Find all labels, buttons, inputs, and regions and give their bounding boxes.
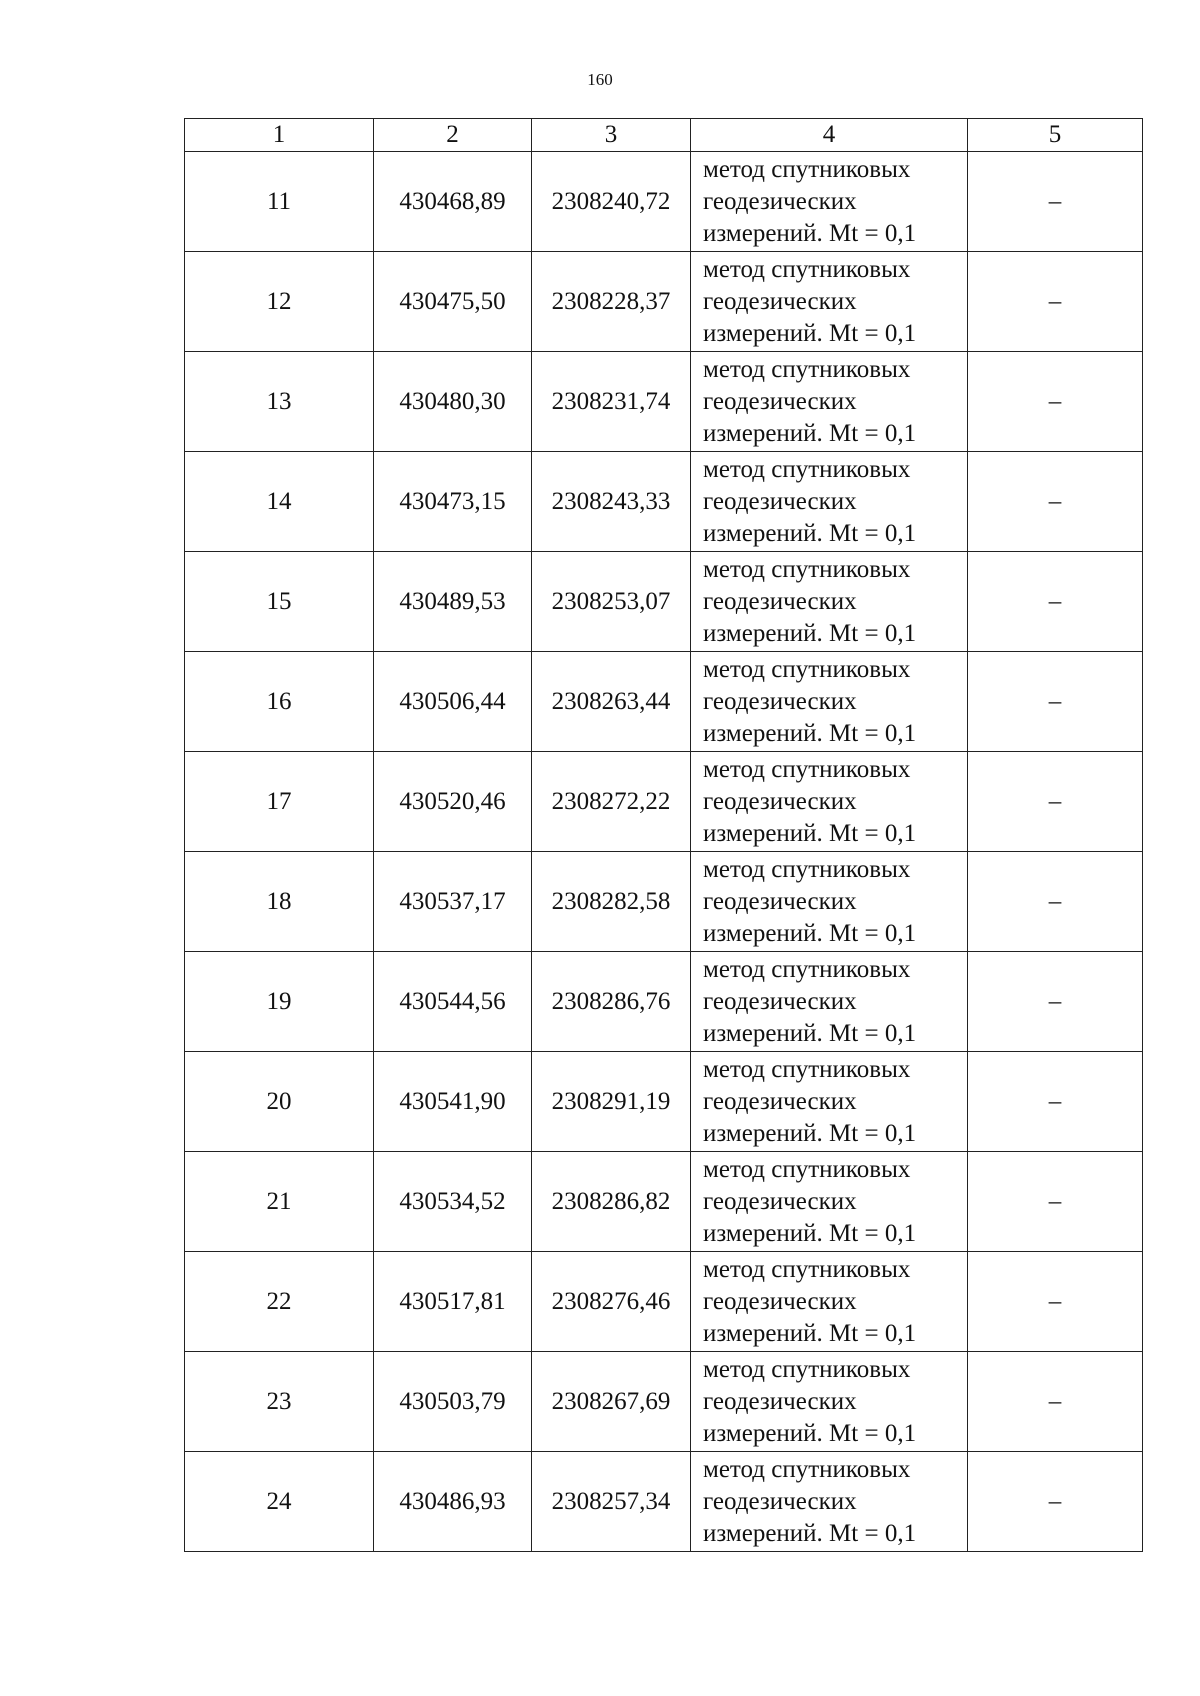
header-col-2: 2 (374, 119, 532, 152)
table-row (185, 952, 1143, 1052)
point-number-cell: 18 (185, 852, 374, 952)
x-coordinate-cell: 430520,46 (374, 752, 532, 852)
method-line: геодезических (703, 287, 857, 315)
note-cell: – (968, 852, 1143, 952)
table-row (185, 152, 1143, 252)
method-cell (691, 752, 968, 852)
y-coordinate-cell: 2308286,82 (532, 1152, 691, 1252)
point-number-cell: 15 (185, 552, 374, 652)
point-number-cell: 16 (185, 652, 374, 752)
x-coordinate-cell: 430517,81 (374, 1252, 532, 1352)
note-cell: – (968, 752, 1143, 852)
method-line: метод спутниковых (703, 955, 911, 983)
table-row (185, 1452, 1143, 1552)
method-line: метод спутниковых (703, 355, 911, 383)
method-line: измерений. Mt = 0,1 (703, 1019, 917, 1047)
table-row (185, 1252, 1143, 1352)
method-line: геодезических (703, 787, 857, 815)
note-cell: – (968, 152, 1143, 252)
header-col-1: 1 (185, 119, 374, 152)
method-cell (691, 952, 968, 1052)
point-number-cell: 21 (185, 1152, 374, 1252)
method-line: геодезических (703, 1487, 857, 1515)
x-coordinate-cell: 430537,17 (374, 852, 532, 952)
method-cell (691, 652, 968, 752)
method-line: измерений. Mt = 0,1 (703, 1119, 917, 1147)
method-cell (691, 452, 968, 552)
method-cell (691, 1052, 968, 1152)
page-number: 160 (587, 70, 613, 89)
method-line: измерений. Mt = 0,1 (703, 619, 917, 647)
method-line: геодезических (703, 1187, 857, 1215)
point-number-cell: 22 (185, 1252, 374, 1352)
method-line: измерений. Mt = 0,1 (703, 1319, 917, 1347)
note-cell: – (968, 452, 1143, 552)
note-cell: – (968, 352, 1143, 452)
note-cell: – (968, 1052, 1143, 1152)
note-cell: – (968, 1252, 1143, 1352)
note-cell: – (968, 252, 1143, 352)
y-coordinate-cell: 2308253,07 (532, 552, 691, 652)
y-coordinate-cell: 2308257,34 (532, 1452, 691, 1552)
method-line: измерений. Mt = 0,1 (703, 519, 917, 547)
x-coordinate-cell: 430506,44 (374, 652, 532, 752)
method-line: метод спутниковых (703, 655, 911, 683)
point-number-cell: 17 (185, 752, 374, 852)
method-line: метод спутниковых (703, 855, 911, 883)
y-coordinate-cell: 2308286,76 (532, 952, 691, 1052)
point-number-cell: 19 (185, 952, 374, 1052)
method-line: геодезических (703, 187, 857, 215)
method-line: метод спутниковых (703, 455, 911, 483)
table-row (185, 352, 1143, 452)
method-line: геодезических (703, 387, 857, 415)
method-line: геодезических (703, 487, 857, 515)
method-line: измерений. Mt = 0,1 (703, 319, 917, 347)
method-line: метод спутниковых (703, 255, 911, 283)
table-row (185, 752, 1143, 852)
table-row (185, 852, 1143, 952)
x-coordinate-cell: 430475,50 (374, 252, 532, 352)
header-col-5: 5 (968, 119, 1143, 152)
table-row (185, 652, 1143, 752)
table-row (185, 1352, 1143, 1452)
method-cell (691, 1152, 968, 1252)
y-coordinate-cell: 2308228,37 (532, 252, 691, 352)
table-row (185, 452, 1143, 552)
header-col-3: 3 (532, 119, 691, 152)
method-cell (691, 352, 968, 452)
table-body (185, 152, 1143, 1552)
x-coordinate-cell: 430480,30 (374, 352, 532, 452)
method-line: измерений. Mt = 0,1 (703, 1219, 917, 1247)
point-number-cell: 23 (185, 1352, 374, 1452)
coordinates-table (184, 118, 1143, 1552)
method-line: геодезических (703, 887, 857, 915)
method-cell (691, 252, 968, 352)
method-cell (691, 852, 968, 952)
method-line: измерений. Mt = 0,1 (703, 1419, 917, 1447)
x-coordinate-cell: 430489,53 (374, 552, 532, 652)
note-cell: – (968, 1352, 1143, 1452)
note-cell: – (968, 952, 1143, 1052)
method-line: измерений. Mt = 0,1 (703, 719, 917, 747)
y-coordinate-cell: 2308291,19 (532, 1052, 691, 1152)
y-coordinate-cell: 2308263,44 (532, 652, 691, 752)
method-line: метод спутниковых (703, 1455, 911, 1483)
point-number-cell: 24 (185, 1452, 374, 1552)
x-coordinate-cell: 430503,79 (374, 1352, 532, 1452)
y-coordinate-cell: 2308276,46 (532, 1252, 691, 1352)
method-line: геодезических (703, 987, 857, 1015)
method-line: метод спутниковых (703, 1355, 911, 1383)
method-line: измерений. Mt = 0,1 (703, 819, 917, 847)
table-row (185, 1152, 1143, 1252)
method-cell (691, 552, 968, 652)
method-line: геодезических (703, 1287, 857, 1315)
y-coordinate-cell: 2308243,33 (532, 452, 691, 552)
note-cell: – (968, 1152, 1143, 1252)
method-line: метод спутниковых (703, 755, 911, 783)
y-coordinate-cell: 2308240,72 (532, 152, 691, 252)
note-cell: – (968, 652, 1143, 752)
method-line: метод спутниковых (703, 155, 911, 183)
method-cell (691, 1352, 968, 1452)
x-coordinate-cell: 430468,89 (374, 152, 532, 252)
method-line: метод спутниковых (703, 1255, 911, 1283)
note-cell: – (968, 552, 1143, 652)
method-line: измерений. Mt = 0,1 (703, 919, 917, 947)
method-line: геодезических (703, 687, 857, 715)
x-coordinate-cell: 430544,56 (374, 952, 532, 1052)
method-cell (691, 152, 968, 252)
point-number-cell: 13 (185, 352, 374, 452)
x-coordinate-cell: 430486,93 (374, 1452, 532, 1552)
x-coordinate-cell: 430541,90 (374, 1052, 532, 1152)
table-row (185, 1052, 1143, 1152)
x-coordinate-cell: 430534,52 (374, 1152, 532, 1252)
point-number-cell: 20 (185, 1052, 374, 1152)
method-cell (691, 1452, 968, 1552)
y-coordinate-cell: 2308272,22 (532, 752, 691, 852)
method-line: геодезических (703, 1387, 857, 1415)
header-col-4: 4 (691, 119, 968, 152)
y-coordinate-cell: 2308282,58 (532, 852, 691, 952)
note-cell: – (968, 1452, 1143, 1552)
table-row (185, 552, 1143, 652)
method-line: геодезических (703, 1087, 857, 1115)
y-coordinate-cell: 2308267,69 (532, 1352, 691, 1452)
method-line: метод спутниковых (703, 1155, 911, 1183)
method-line: метод спутниковых (703, 555, 911, 583)
table-header-row (185, 119, 1143, 152)
x-coordinate-cell: 430473,15 (374, 452, 532, 552)
method-line: измерений. Mt = 0,1 (703, 219, 917, 247)
table-row (185, 252, 1143, 352)
point-number-cell: 14 (185, 452, 374, 552)
method-line: измерений. Mt = 0,1 (703, 419, 917, 447)
method-line: измерений. Mt = 0,1 (703, 1519, 917, 1547)
point-number-cell: 11 (185, 152, 374, 252)
method-cell (691, 1252, 968, 1352)
y-coordinate-cell: 2308231,74 (532, 352, 691, 452)
point-number-cell: 12 (185, 252, 374, 352)
method-line: метод спутниковых (703, 1055, 911, 1083)
method-line: геодезических (703, 587, 857, 615)
